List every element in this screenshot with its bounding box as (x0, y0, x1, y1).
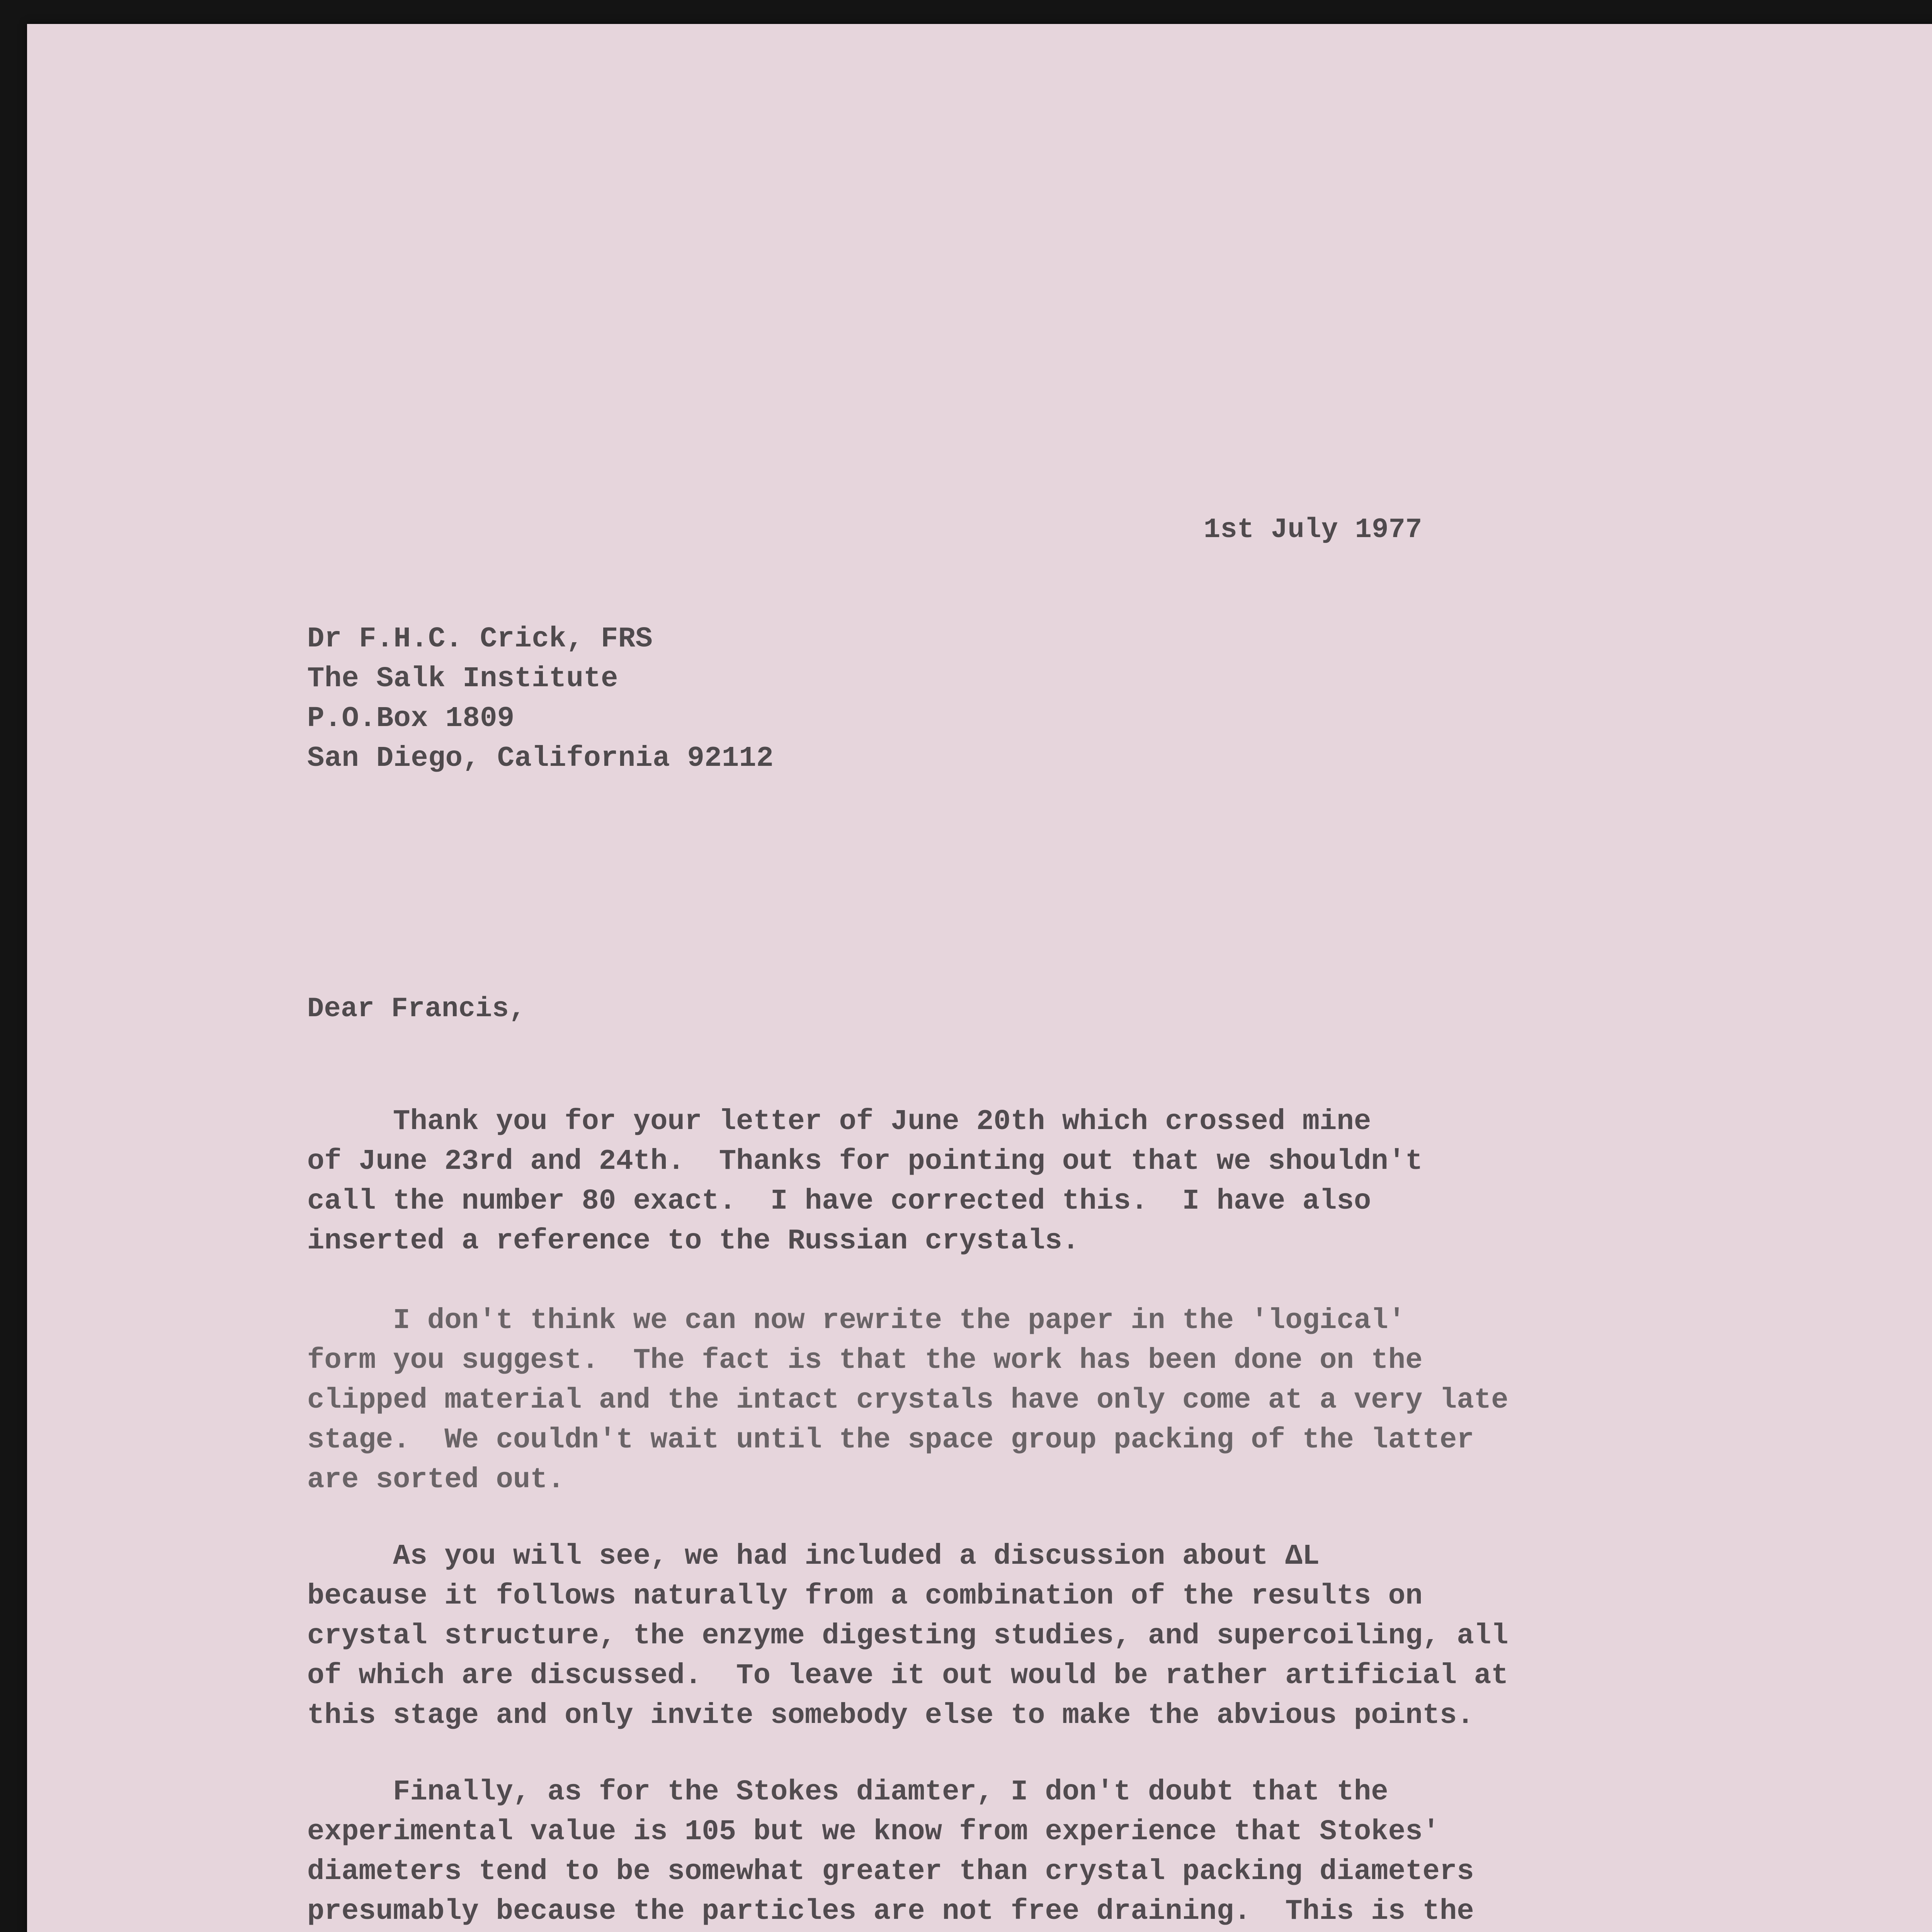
recipient-line: San Diego, California 92112 (307, 742, 774, 775)
paragraph-line: of which are discussed. To leave it out would be rather artificial at (307, 1660, 1509, 1692)
paragraph-line: Finally, as for the Stokes diamter, I don't doubt that the (307, 1776, 1388, 1808)
body-paragraph-3 (307, 1537, 1509, 1736)
paragraph-line: crystal structure, the enzyme digesting studies, and supercoiling, all (307, 1620, 1509, 1652)
paragraph-line: form you suggest. The fact is that the work has been done on the (307, 1344, 1423, 1377)
body-paragraph-1 (307, 1102, 1422, 1261)
paragraph-line: experimental value is 105 but we know from experience that Stokes' (307, 1816, 1440, 1848)
paragraph-line: As you will see, we had included a discussion about ΔL (307, 1540, 1320, 1573)
paragraph-line: are sorted out. (307, 1464, 565, 1496)
paragraph-line: clipped material and the intact crystals have only come at a very late (307, 1384, 1509, 1417)
paragraph-line: this stage and only invite somebody else to make the abvious points. (307, 1699, 1474, 1732)
paragraph-line: I don't think we can now rewrite the paper in the 'logical' (307, 1304, 1406, 1337)
recipient-line: P.O.Box 1809 (307, 702, 515, 735)
paragraph-line: call the number 80 exact. I have corrected this. I have also (307, 1185, 1371, 1218)
paragraph-line: because it follows naturally from a combination of the results on (307, 1580, 1423, 1612)
body-paragraph-2 (307, 1301, 1509, 1500)
paragraph-line: inserted a reference to the Russian crystals. (307, 1225, 1080, 1257)
letter-page (27, 24, 1932, 1932)
letter-date: 1st July 1977 (1204, 514, 1422, 546)
paragraph-line: diameters tend to be somewhat greater than crystal packing diameters (307, 1855, 1474, 1888)
salutation: Dear Francis, (307, 993, 526, 1025)
recipient-line: Dr F.H.C. Crick, FRS (307, 623, 653, 655)
paragraph-line: Thank you for your letter of June 20th which crossed mine (307, 1105, 1371, 1138)
body-paragraph-4 (307, 1772, 1509, 1932)
paragraph-line: stage. We couldn't wait until the space group packing of the latter (307, 1424, 1474, 1456)
paragraph-line: presumably because the particles are not free draining. This is the (307, 1895, 1474, 1928)
paragraph-line: of June 23rd and 24th. Thanks for pointing out that we shouldn't (307, 1145, 1423, 1178)
recipient-line: The Salk Institute (307, 663, 618, 695)
